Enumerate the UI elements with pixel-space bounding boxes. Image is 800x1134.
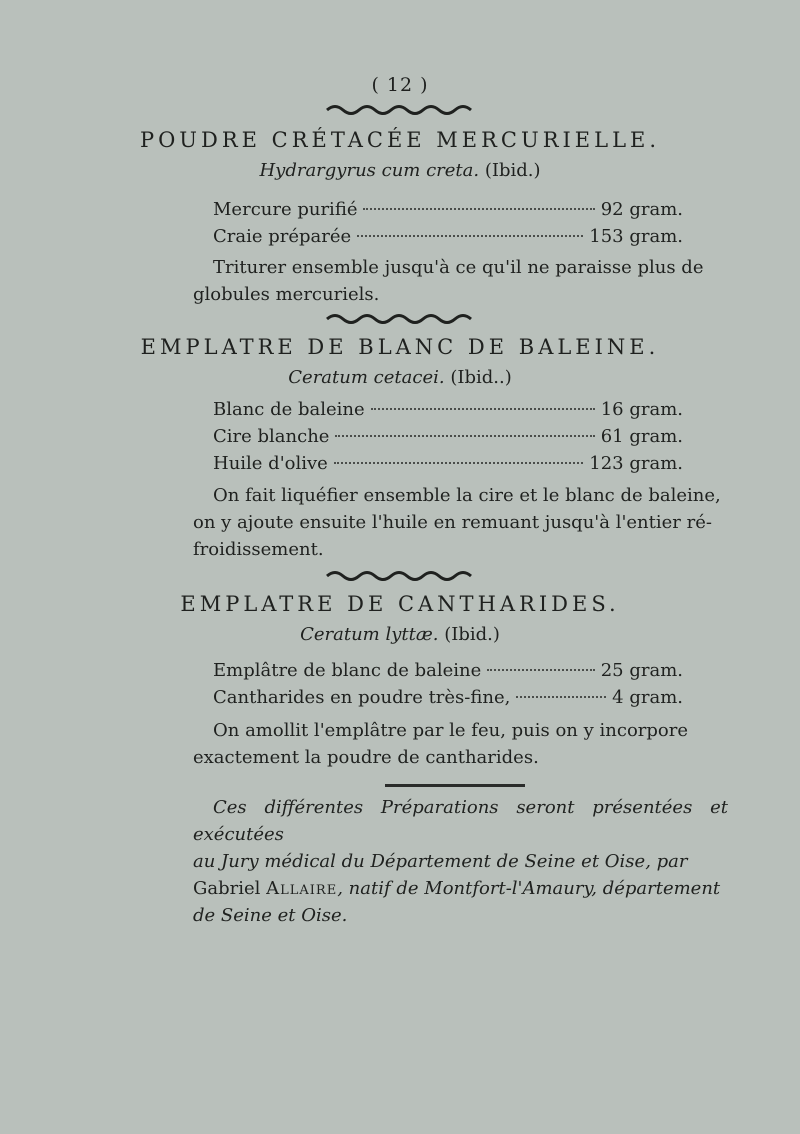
author-first-name: Gabriel: [193, 878, 261, 899]
section-title-emplatre-cantharides: EMPLATRE DE CANTHARIDES.: [180, 592, 620, 616]
author-surname: Allaire: [266, 878, 338, 899]
ingredient-name: Blanc de baleine: [213, 399, 365, 420]
leader-dots: [357, 235, 583, 237]
ingredient-quantity: 4 gram.: [612, 687, 683, 708]
ingredient-quantity: 16 gram.: [600, 399, 683, 420]
ingredient-row: [213, 199, 683, 223]
section-subtitle-emplatre-cantharides: [0, 624, 800, 645]
ingredient-name: Huile d'olive: [213, 453, 328, 474]
reference: (Ibid..): [450, 367, 512, 388]
ingredient-row: [213, 453, 683, 477]
ingredient-name: Craie préparée: [213, 226, 352, 247]
note-line: de Seine et Oise.: [193, 905, 348, 926]
horizontal-rule: [385, 784, 525, 787]
ornament-divider: [0, 103, 800, 117]
leader-dots: [335, 435, 594, 437]
page-number: ( 12 ): [371, 74, 429, 96]
section-subtitle-emplatre-baleine: [0, 367, 800, 388]
ingredient-quantity: 61 gram.: [600, 426, 683, 447]
ingredient-quantity: 25 gram.: [600, 660, 683, 681]
section-title-emplatre-baleine: EMPLATRE DE BLANC DE BALEINE.: [140, 335, 660, 359]
latin-name: Hydrargyrus cum creta.: [259, 160, 480, 181]
instruction-line: On fait liquéfier ensemble la cire et le blanc de baleine,: [213, 485, 721, 506]
ingredient-quantity: 92 gram.: [600, 199, 683, 220]
instruction-line: globules mercuriels.: [193, 284, 380, 305]
ingredient-name: Emplâtre de blanc de baleine: [213, 660, 482, 681]
ingredient-row: [213, 399, 683, 423]
section-subtitle-poudre: [0, 160, 800, 181]
leader-dots: [363, 208, 594, 210]
ingredient-quantity: 153 gram.: [589, 226, 683, 247]
instructions-paragraph: [193, 717, 725, 771]
ingredient-name: Cire blanche: [213, 426, 330, 447]
note-line: Ces différentes Préparations seront présentées et exécutées: [193, 797, 728, 845]
reference: (Ibid.): [484, 160, 541, 181]
leader-dots: [516, 696, 606, 698]
ingredient-name: Mercure purifié: [213, 199, 358, 220]
latin-name: Ceratum lyttæ.: [300, 624, 439, 645]
note-line: [193, 875, 728, 902]
latin-name: Ceratum cetacei.: [288, 367, 445, 388]
instruction-line: Triturer ensemble jusqu'à ce qu'il ne paraisse plus de: [213, 257, 704, 278]
footer-note: [193, 794, 728, 929]
ornament-divider: [0, 569, 800, 583]
note-line: au Jury médical du Département de Seine et Oise, par: [193, 851, 688, 872]
instruction-line: froidissement.: [193, 539, 324, 560]
ingredient-row: [213, 426, 683, 450]
author-origin: , natif de Montfort-l'Amaury, département: [337, 878, 721, 899]
ingredient-row: [213, 226, 683, 250]
leader-dots: [334, 462, 583, 464]
leader-dots: [371, 408, 595, 410]
section-title-poudre: POUDRE CRÉTACÉE MERCURIELLE.: [139, 128, 661, 152]
reference: (Ibid.): [444, 624, 500, 645]
leader-dots: [487, 669, 594, 671]
ingredient-row: [213, 660, 683, 684]
ingredient-quantity: 123 gram.: [589, 453, 683, 474]
ornament-divider: [0, 312, 800, 326]
instruction-line: On amollit l'emplâtre par le feu, puis on y incorpore: [213, 720, 689, 741]
ingredient-row: [213, 687, 683, 711]
instructions-paragraph: [193, 482, 725, 563]
ingredient-name: Cantharides en poudre très-fine,: [213, 687, 511, 708]
instructions-paragraph: [193, 254, 725, 308]
instruction-line: exactement la poudre de cantharides.: [193, 747, 539, 768]
instruction-line: on y ajoute ensuite l'huile en remuant jusqu'à l'entier ré-: [193, 512, 712, 533]
